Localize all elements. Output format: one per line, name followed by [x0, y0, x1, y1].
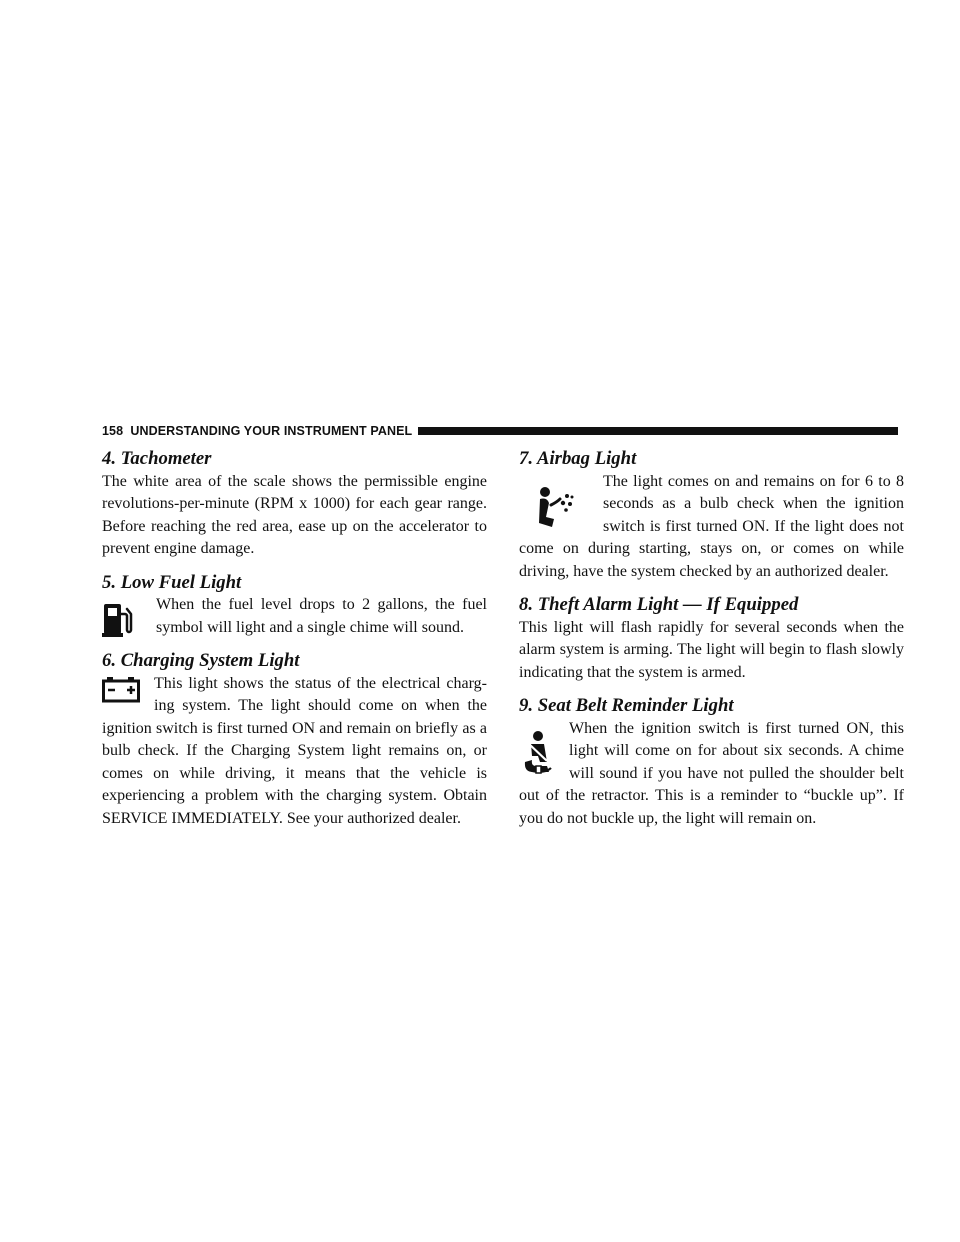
low-fuel-heading: 5. Low Fuel Light: [102, 571, 242, 593]
seat-belt-section: [519, 695, 904, 830]
section-title: UNDERSTANDING YOUR INSTRUMENT PANEL: [130, 424, 413, 438]
page-header-text: [102, 424, 412, 438]
theft-alarm-text: This light will flash rapidly for several seconds when the alarm system is arming. The light will begin to flash slowly indicating that the system is armed.: [519, 618, 904, 681]
tachometer-section: [102, 448, 487, 561]
charging-heading: 6. Charging System Light: [102, 650, 300, 671]
airbag-section: [519, 448, 904, 583]
charging-section: [102, 650, 487, 830]
seat-belt-icon: [519, 730, 555, 776]
airbag-icon: [533, 485, 577, 531]
battery-icon: [102, 677, 140, 703]
airbag-text: The light comes on and remains on for 6 to 8 seconds as a bulb check when the ignition switch is first turned ON. If the light does not come on during starting, stays on, or comes on while driving, have the system checked by an authorized dealer.: [519, 472, 904, 580]
low-fuel-section: [102, 572, 487, 640]
tachometer-heading: 4. Tachometer: [102, 448, 212, 469]
seat-belt-text: When the ignition switch is first turned ON, this light will come on for about six seconds. A chime will sound if you have not pulled the shoulder belt out of the retractor. This is a reminder to “buckle up”. If you do not buckle up, the light will remain on.: [519, 719, 904, 827]
left-column: [102, 448, 487, 841]
theft-alarm-section: [519, 594, 904, 684]
page-number: 158: [102, 424, 124, 438]
right-column: [519, 448, 904, 841]
airbag-heading: 7. Airbag Light: [519, 448, 637, 469]
tachometer-text: The white area of the scale shows the permissible engine revolutions-per-minute (RPM x 1000) for each gear range. Before reaching the red area, ease up on the accelerator to prevent engine damage.: [102, 472, 487, 557]
low-fuel-text: When the fuel level drops to 2 gallons, the fuel symbol will light and a single chime will sound.: [156, 596, 487, 636]
seat-belt-heading: 9. Seat Belt Reminder Light: [519, 695, 734, 716]
theft-alarm-heading: 8. Theft Alarm Light — If Equipped: [519, 594, 799, 615]
page-header: [102, 422, 898, 440]
fuel-pump-icon: [102, 600, 138, 640]
header-rule: [418, 427, 898, 435]
charging-text: This light shows the status of the electrical charg-ing system. The light should come on when the ignition switch is first turned ON and remain on briefly as a bulb check. If the Charging System light remains on, or comes on while driving, it means that the vehicle is experiencing a problem with the charging system. Obtain SERVICE IMMEDIATELY. See your authorized dealer.: [102, 674, 487, 827]
